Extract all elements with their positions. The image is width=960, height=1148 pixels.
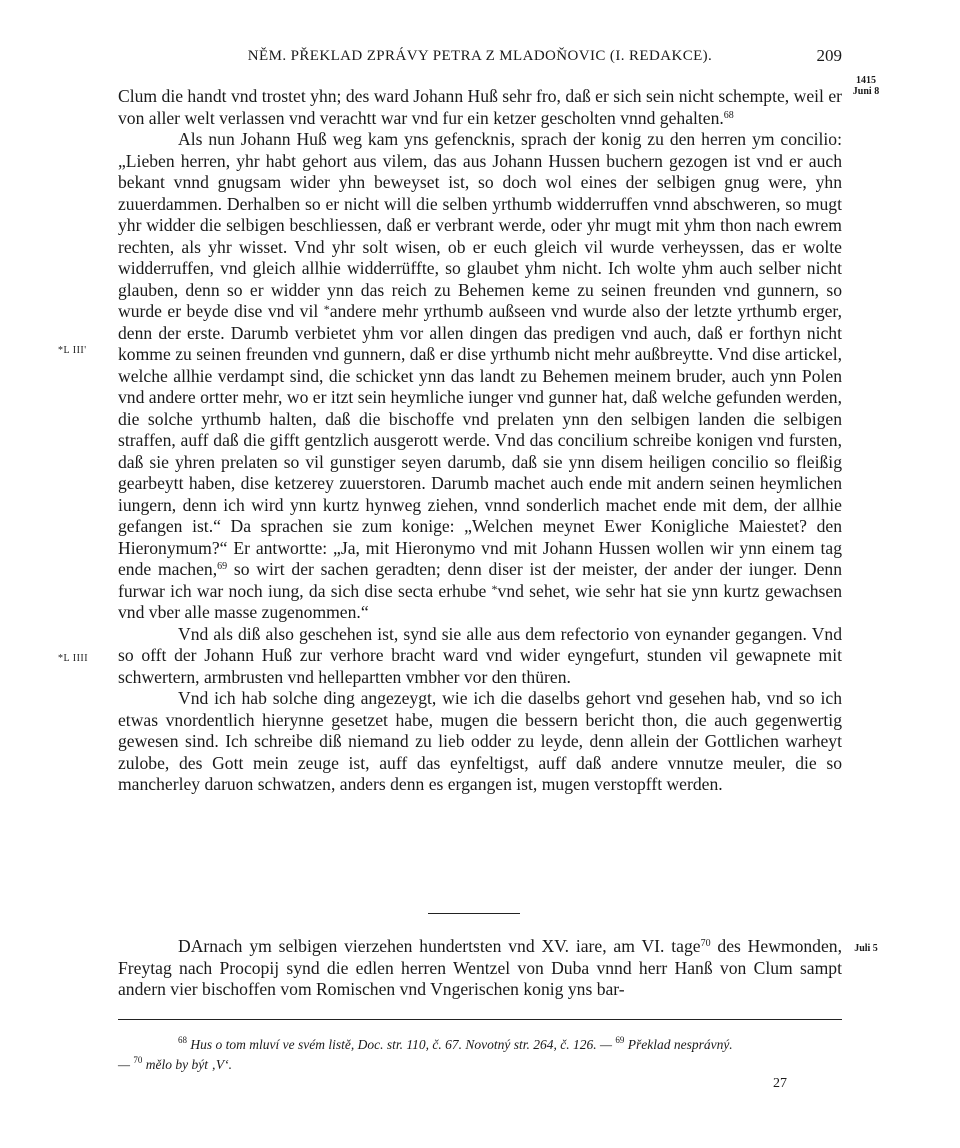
signature-mark: 27 xyxy=(773,1076,787,1091)
page-break-marker: * xyxy=(323,302,330,316)
footnotes xyxy=(118,1035,842,1075)
paragraph-2-text-d: vnd sehet, wie sehr hat sie ynn kurtz gewachsen vnd vber alle masse zugenommen.“ xyxy=(118,580,842,622)
footnote-line-2 xyxy=(118,1055,842,1075)
margin-date-year: 1415 xyxy=(856,75,876,86)
body-text xyxy=(118,86,842,796)
footnote-70-text: mělo by být ‚V‘. xyxy=(142,1057,232,1072)
section-2-paragraph xyxy=(118,936,842,1001)
margin-ref-liii: *L III' xyxy=(58,345,87,356)
footnote-70-prefix: — xyxy=(118,1057,134,1072)
footnote-69-text: Překlad nesprávný. xyxy=(624,1037,733,1052)
margin-ref-liiii: *L IIII xyxy=(58,653,89,664)
running-head: NĚM. PŘEKLAD ZPRÁVY PETRA Z MLADOŇOVIC (I. REDAKCE). xyxy=(247,48,713,64)
footnote-ref-69: 69 xyxy=(217,561,228,572)
paragraph-2 xyxy=(118,129,842,624)
paragraph-3: Vnd als diß also geschehen ist, synd sie alle aus dem refectorio von eynander gegangen. Vnd so offt der Johann Huß zur verhore bracht ward vnd wider eyngefurt, stunden vil gewapnete mit schwertern, armbrusten vnd hellepartten vmbher vor den thüren. xyxy=(118,623,842,687)
page-number: 209 xyxy=(816,46,842,65)
page-break-marker: * xyxy=(491,581,498,596)
footnote-mark-70: 70 xyxy=(133,1055,143,1065)
footnote-divider xyxy=(118,1019,842,1020)
paragraph-1-text: Clum die handt vnd trostet yhn; des ward Johann Huß sehr fro, daß er sich sein nicht schempte, weil er von aller welt verlassen vnd verachtt war vnd fur ein ketzer gescholten vnnd gehalten. xyxy=(118,86,842,128)
footnote-mark-68: 68 xyxy=(178,1035,187,1045)
footnote-68-text: Hus o tom mluví ve svém listě, Doc. str. 110, č. 67. Novotný str. 264, č. 126. — xyxy=(187,1037,616,1052)
paragraph-2-text-b: andere mehr yrthumb außseen vnd wurde also der letzte yrthumb erger, denn der erste. Darumb verbietet yhm vor allen dingen das predigen vnd auch, daß er forthyn nicht komme zu seinen freunden vnd gunnern, daß er dise yrthumb nicht mehr außbreytte. Vnd dise artickel, welche allhie verdampt sind, die schicket ynn das landt zu Behemen meinem bruder, auch ynn Polen vnd andere ortter mehr, wo er itzt sein heymliche iunger vnd gunner hat, daß welche gefunden werden, die solche yrthumb halten, daß die bischoffe vnd prelaten ynn den selbigen landen die selbigen straffen, auff daß die gifft gentzlich ausgerott werde. Vnd das concilium schreibe konigen vnd fursten, daß sie yhren prelaten so vil gunstiger seyen darumb, daß sie ynn disem heiligen concilio so fleißig gearbeytt haben, dise ketzerey zuuerstoren. Darumb machet auch ende mit andern seinen heymlichen iungern, denn ich wird ynn kurtz hynweg ziehen, vnnd sonderlich machet ende mit dem, der allhie gefangen ist.“ Da sprachen sie zum konige: „Welchen meynet Ewer Konigliche Maiestet? den Hieronymum?“ Er antwortte: „Ja, mit Hieronymo vnd mit Johann Hussen wollen wir ynn einem tag ende machen, xyxy=(118,301,842,579)
footnote-ref-70: 70 xyxy=(700,938,711,949)
footnote-ref-68: 68 xyxy=(723,109,734,121)
footnote-line-1 xyxy=(118,1035,842,1055)
section-2-text-a: DArnach ym selbigen vierzehen hundertsten vnd XV. iare, am VI. tage xyxy=(178,936,701,956)
section-divider xyxy=(428,913,520,914)
paragraph-4: Vnd ich hab solche ding angezeygt, wie ich die daselbs gehort vnd gesehen hab, vnd so ich etwas vnordentlich hierynne gesetzet habe, mugen die bessern bericht thon, die auch gegenwertig gewesen sind. Ich schreibe diß niemand zu lieb odder zu leyde, denn allein der Gottlichen warheyt zulobe, des Gott mein zeuge ist, auff das eynfeltigst, auff daß andere vnnutze meuler, die so mancherley daruon schwatzen, anders denn es ergangen ist, mugen verstopfft werden. xyxy=(118,688,842,794)
section-2-text-b: des Hewmonden, Freytag nach Procopij synd die edlen herren Wentzel von Duba vnnd herr Hanß von Clum sampt andern vier bischoffen vom Romischen vnd Vngerischen konig yns bar- xyxy=(118,936,842,999)
paragraph-2-text-a: Als nun Johann Huß weg kam yns gefencknis, sprach der konig zu den herren ym concilio: „Lieben herren, yhr habt gehort aus vilem, das aus Johann Hussen buchern gezogen ist vnd er auch bekant vnnd gnugsam wider yhn beweyset ist, so doch wol eines der selbigen gnug were, yhn zuuerdammen. Derhalben so er nicht will die selben yrthumb widderruffen vnnd abschweren, so mugt yhr widder die selbigen beschliessen, daß er verbrant werde, oder yhr mugt mit yhm thon nach ewrem rechten, als yhr wisset. Vnd yhr solt wisen, ob er euch gleich vil wurde verheyssen, das er wolte widderruffen, vnd gleich allhie widderrüffte, so glaubet yhm nicht. Ich wolte yhm auch selber nicht glauben, denn so er widder ynn das reich zu Behemen keme zu seinen freunden vnd gunnern, so wurde er beyde dise vnd vil xyxy=(118,129,842,321)
paragraph-1 xyxy=(118,86,842,129)
footnote-mark-69: 69 xyxy=(615,1035,625,1045)
margin-date-1415 xyxy=(846,75,886,97)
margin-date-juli: Juli 5 xyxy=(854,943,878,954)
section-2 xyxy=(118,936,842,1001)
paragraph-2-text-c: so wirt der sachen geradten; denn diser ist der meister, der ander der iunger. Denn furwar ich war noch iung, da sich dise secta erhube xyxy=(118,559,843,601)
margin-date-day: Juni 8 xyxy=(852,86,880,97)
